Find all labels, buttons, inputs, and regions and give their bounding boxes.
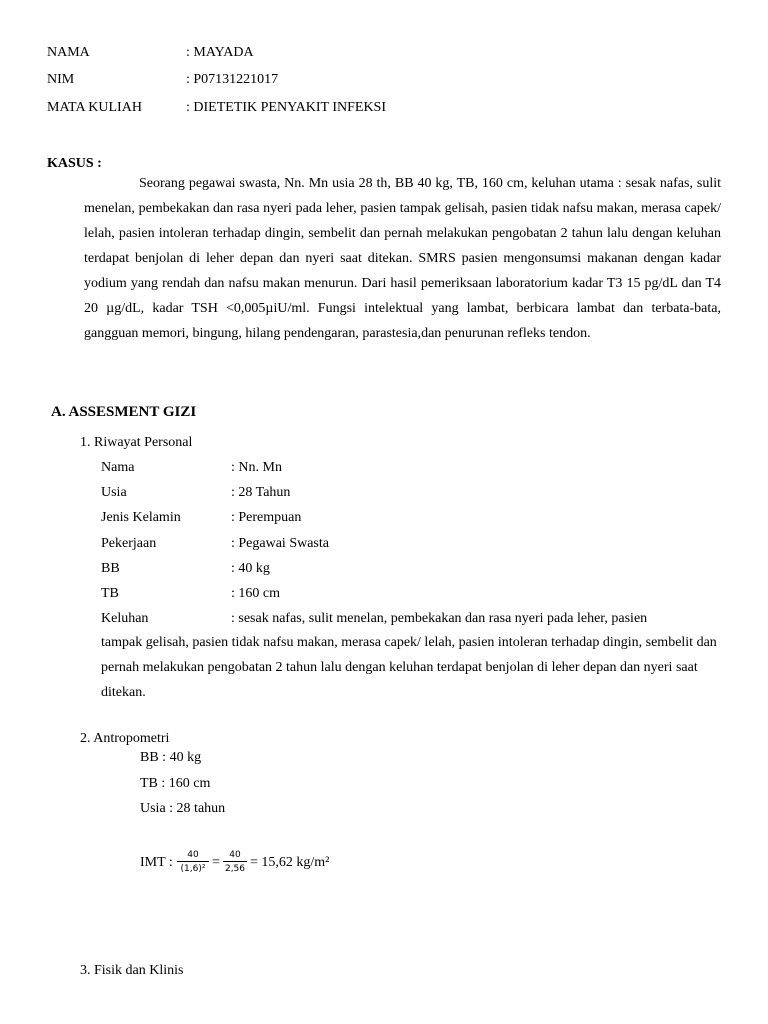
imt-result: = 15,62 kg/m²: [250, 855, 330, 870]
nim-label: NIM: [47, 72, 75, 87]
fraction-1-denominator: (1,6)²: [180, 864, 206, 874]
personal-value: : Perempuan: [231, 510, 302, 525]
keluhan-label: Keluhan: [101, 611, 149, 626]
personal-value: : 28 Tahun: [231, 485, 291, 500]
antropometri-bb: BB : 40 kg: [140, 750, 202, 765]
antropometri-usia: Usia : 28 tahun: [140, 801, 226, 816]
nim-value: : P07131221017: [186, 72, 279, 87]
imt-label: IMT :: [140, 855, 173, 870]
item-2-heading: 2. Antropometri: [80, 731, 170, 746]
personal-label: Jenis Kelamin: [101, 510, 181, 525]
keluhan-continuation: tampak gelisah, pasien tidak nafsu makan, merasa capek/ lelah, pasien intoleran terhadap dingin, sembelit dan pernah melakukan pengobatan 2 tahun lalu dengan keluhan terdapat benjolan di leher depan dan nyeri saat ditekan.: [101, 635, 717, 700]
personal-label: TB: [101, 586, 119, 601]
fraction-1-bar: [177, 861, 209, 862]
item-1-heading: 1. Riwayat Personal: [80, 435, 193, 450]
mata-kuliah-label: MATA KULIAH: [47, 100, 142, 115]
kasus-title: KASUS :: [47, 156, 102, 171]
personal-value: : 40 kg: [231, 561, 270, 576]
kasus-paragraph: Seorang pegawai swasta, Nn. Mn usia 28 th, BB 40 kg, TB, 160 cm, keluhan utama : sesak nafas, sulit menelan, pembekakan dan rasa nyeri pada leher, pasien tampak gelisah, pasien tidak nafsu makan, merasa capek/ lelah, pasien intoleran terhadap dingin, sembelit dan pernah melakukan pengobatan 2 tahun lalu dengan keluhan terdapat benjolan di leher depan dan nyeri saat ditekan. SMRS pasien mengonsumsi makanan dengan kadar yodium yang rendah dan nafsu makan menurun. Dari hasil pemeriksaan laboratorium kadar T3 15 pg/dL dan T4 20 µg/dL, kadar TSH <0,005µiU/ml. Fungsi intelektual yang lambat, berbicara lambat dan terbata-bata, gangguan memori, bingung, hilang pendengaran, parastesia,dan penurunan refleks tendon.: [84, 176, 721, 341]
personal-value: : 160 cm: [231, 586, 280, 601]
personal-label: BB: [101, 561, 120, 576]
fraction-2-bar: [223, 861, 247, 862]
fraction-2-denominator: 2,56: [224, 864, 246, 874]
personal-label: Pekerjaan: [101, 536, 157, 551]
section-a-title: A. ASSESMENT GIZI: [51, 404, 197, 420]
personal-label: Usia: [101, 485, 127, 500]
personal-value: : Nn. Mn: [231, 460, 282, 475]
fraction-2-numerator: 40: [229, 850, 241, 860]
item-3-heading: 3. Fisik dan Klinis: [80, 963, 184, 978]
keluhan-first-line: : sesak nafas, sulit menelan, pembekakan dan rasa nyeri pada leher, pasien: [231, 611, 648, 626]
antropometri-tb: TB : 160 cm: [140, 776, 211, 791]
fraction-1-numerator: 40: [187, 850, 199, 860]
nama-label: NAMA: [47, 45, 90, 60]
equals-sign: =: [212, 855, 220, 870]
mata-kuliah-value: : DIETETIK PENYAKIT INFEKSI: [186, 100, 386, 115]
personal-value: : Pegawai Swasta: [231, 536, 329, 551]
personal-label: Nama: [101, 460, 135, 475]
nama-value: : MAYADA: [186, 45, 254, 60]
